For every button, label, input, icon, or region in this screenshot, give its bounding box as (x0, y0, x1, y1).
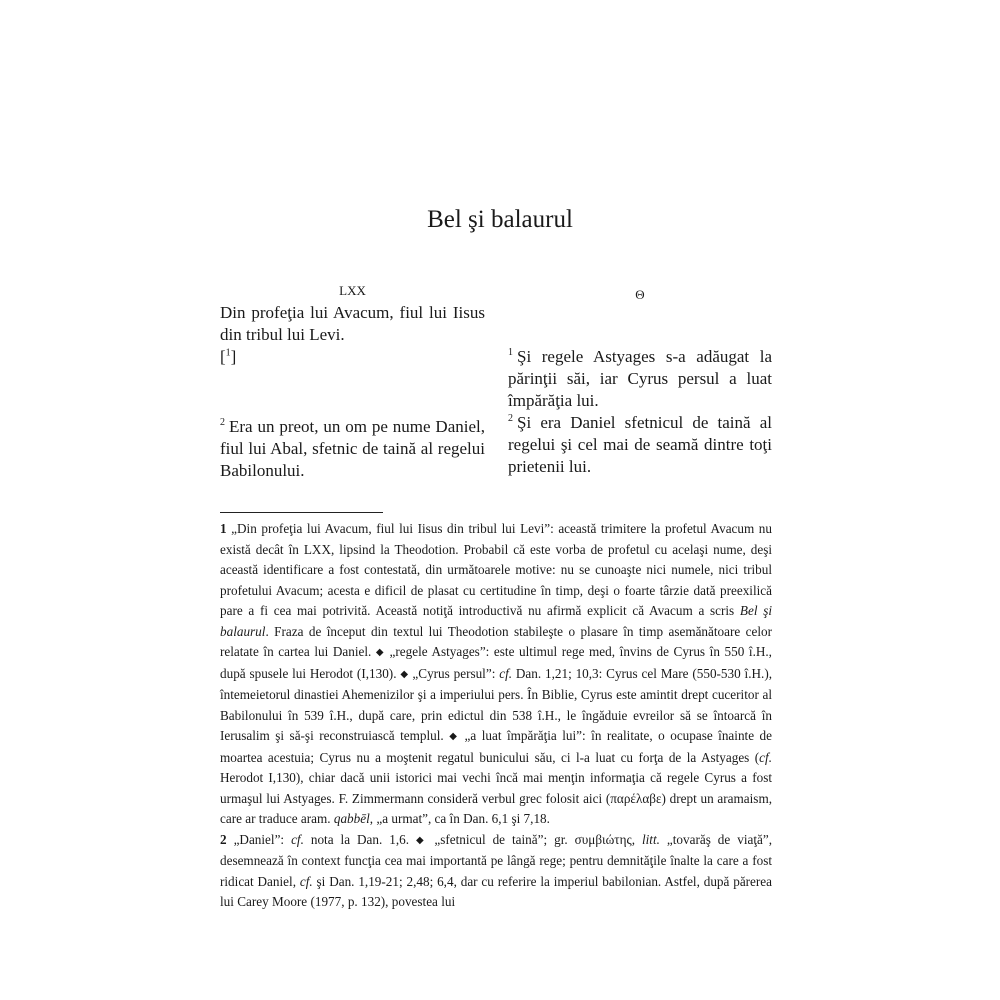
lxx-heading: LXX (339, 283, 366, 298)
lxx-verse-2 (220, 416, 485, 482)
verse-text: Era un preot, un om pe nume Daniel, fiul lui Abal, sfetnic de taină al regelui Babilonului. (220, 417, 485, 480)
verse-number: 2 (220, 417, 225, 429)
diamond-icon: ◆ (400, 668, 409, 680)
diamond-icon: ◆ (449, 731, 460, 742)
lxx-column (220, 302, 485, 368)
lxx-verse1-bracket: [$^1$] (220, 347, 237, 366)
footnote-1: 1 „Din profeţia lui Avacum, fiul lui Iisus din tribul lui Levi”: această trimitere la profetul Avacum nu există decât în LXX, lipsind la Theodotion. Probabil că este vorba de profetul cu acelaşi nume, deşi această identificare a fost contestată, din următoarele motive: nu se cunoaşte nici numele, nici tribul profetului Avacum; acesta e dificil de plasat cu certitudine în timp, deşi o foarte târzie dată preexilică pare a fi cea mai potrivită. Această notiţă introductivă nu afirmă explicit că Avacum a scris Bel şi balaurul. Fraza de început din textul lui Theodotion stabileşte o plasare în timp asemănătoare celor relatate în cartea lui Daniel. ◆ „regele Astyages”: este ultimul rege med, învins de Cyrus în 550 î.H., după spusele lui Herodot (I,130). ◆ „Cyrus persul”: cf. Dan. 1,21; 10,3: Cyrus cel Mare (550-530 î.H.), întemeietorul dinastiei Ahemenizilor şi a imperiului pers. În Biblie, Cyrus este amintit drept cuceritor al Babilonului în 539 î.H., după care, prin edictul din 538 î.H., le îngăduie evreilor să se întoarcă în Ierusalim şi să-şi reconstruiască templul. ◆ „a luat împărăţia lui”: în realitate, o ocupase înainte de moartea acestuia; Cyrus nu a moştenit regatul bunicului său, ci l-a luat cu forţa de la Astyages (cf. Herodot I,130), chiar dacă unii istorici mai vechi încă mai menţin informaţia că regele Cyrus a fost urmaşul lui Astyages. F. Zimmermann consideră verbul grec folosit aici (παρέλαβε) drept un aramaism, care ar traduce aram. qabbēl, „a urmat”, ca în Dan. 6,1 şi 7,18. (220, 521, 773, 826)
theta-heading: Θ (635, 287, 645, 302)
footnotes (220, 519, 772, 913)
theta-verse-1 (508, 346, 772, 412)
verse-text: Şi regele Astyages s-a adăugat la părinţii săi, iar Cyrus persul a luat împărăţia lui. (508, 347, 772, 410)
footnote-divider (220, 512, 383, 513)
lxx-intro: Din profeţia lui Avacum, fiul lui Iisus din tribul lui Levi. (220, 303, 485, 344)
theta-column (508, 346, 772, 478)
verse-number: 1 (508, 347, 513, 359)
diamond-icon: ◆ (375, 647, 385, 658)
diamond-icon: ◆ (416, 834, 428, 846)
verse-number: 2 (508, 413, 513, 425)
theta-verse-2 (508, 412, 772, 478)
footnote-2: 2 „Daniel”: cf. nota la Dan. 1,6. ◆ „sfetnicul de taină”; gr. συμβιώτης, litt. „tovarăş de viaţă”, desemnează în context funcţia cea mai importantă pe lângă rege; pentru demnităţile înalte la care a fost ridicat Daniel, cf. şi Dan. 1,19-21; 2,48; 6,4, dar cu referire la imperiul babilonian. Astfel, după părerea lui Carey Moore (1977, p. 132), povestea lui (220, 831, 773, 909)
verse-text: Şi era Daniel sfetnicul de taină al regelui şi cel mai de seamă dintre toţi prietenii lui. (508, 413, 772, 476)
page-title: Bel şi balaurul (427, 206, 573, 233)
